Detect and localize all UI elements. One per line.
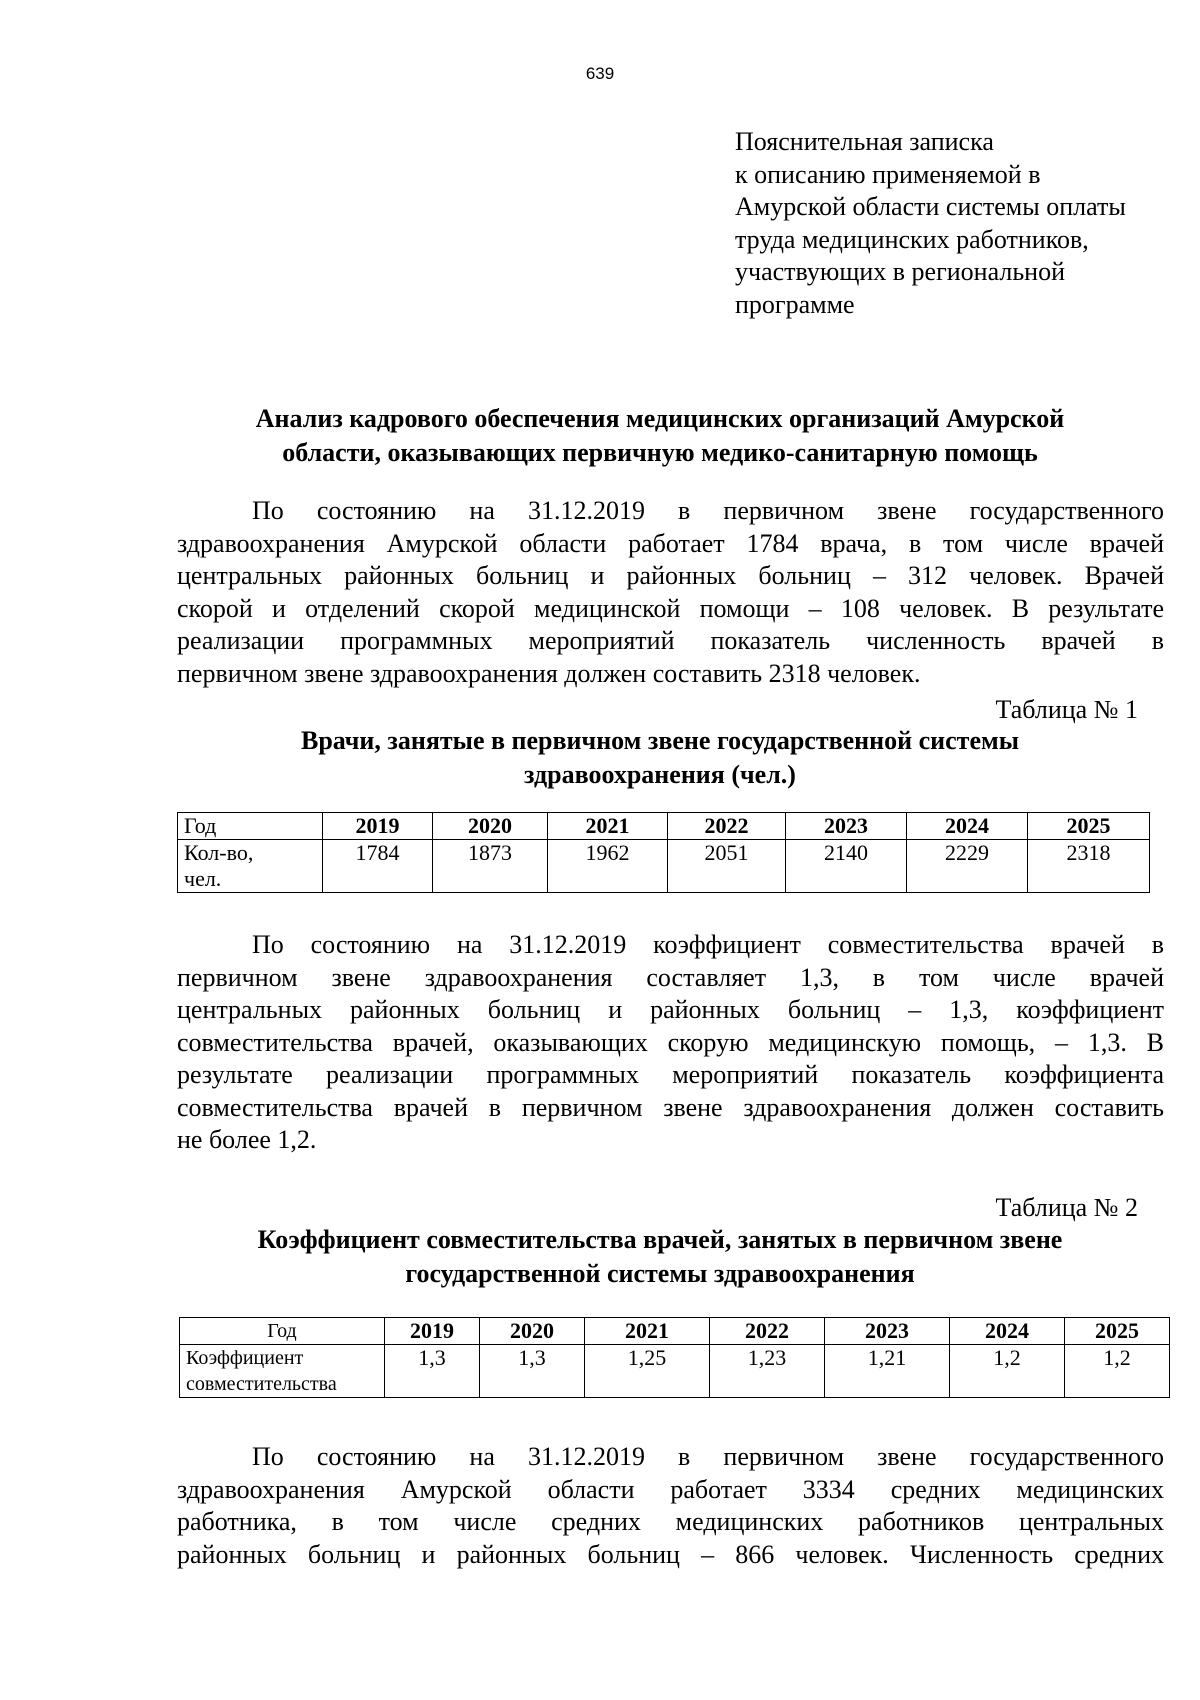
table-row <box>180 1345 1170 1398</box>
table-header-cell: 2019 <box>323 813 433 840</box>
table-header-cell: 2021 <box>548 813 668 840</box>
table-header-cell: 2023 <box>786 813 907 840</box>
table-title-line: здравоохранения (чел.) <box>524 760 796 789</box>
paragraph-line: работника, в том числе средних медицинских работников центральных <box>177 1507 1164 1536</box>
paragraph-line: здравоохранения Амурской области работает 3334 средних медицинских <box>177 1474 1164 1504</box>
note-line: программе <box>735 289 855 319</box>
table-header-cell: Год <box>178 813 323 840</box>
table-cell: 2051 <box>668 840 786 893</box>
paragraph-line: центральных районных больниц и районных больниц – 1,3, коэффициент <box>177 995 1164 1024</box>
paragraph-line: первичном звене здравоохранения должен составить 2318 человек. <box>177 658 921 688</box>
table-header-cell: 2021 <box>585 1318 710 1345</box>
paragraph-line: районных больниц и районных больниц – 866 человек. Численность средних <box>177 1539 1164 1569</box>
explanatory-note <box>735 126 1175 321</box>
table-2-label: Таблица № 2 <box>995 1193 1138 1222</box>
paragraph-line: скорой и отделений скорой медицинской помощи – 108 человек. В результате <box>177 593 1164 623</box>
table-cell: 1962 <box>548 840 668 893</box>
table-header-cell: 2025 <box>1065 1318 1170 1345</box>
table-title-line: Врачи, занятые в первичном звене государственной системы <box>300 726 1019 755</box>
paragraph-line: совместительства врачей, оказывающих скорую медицинскую помощь, – 1,3. В <box>177 1027 1164 1057</box>
table-header-row <box>178 813 1150 840</box>
table-header-cell: 2024 <box>950 1318 1065 1345</box>
paragraph-line: не более 1,2. <box>177 1125 317 1154</box>
table-header-cell: 2022 <box>710 1318 825 1345</box>
paragraph-line: По состоянию на 31.12.2019 в первичном звене государственного <box>252 496 1164 525</box>
table-header-row <box>180 1318 1170 1345</box>
paragraph-line: здравоохранения Амурской области работает 1784 врача, в том числе врачей <box>177 528 1164 558</box>
heading-line: области, оказывающих первичную медико-санитарную помощь <box>282 438 1038 467</box>
table-header-cell: 2020 <box>433 813 548 840</box>
paragraph-line: результате реализации программных мероприятий показатель коэффициента <box>177 1060 1164 1089</box>
table-1-title <box>160 724 1160 792</box>
row-label-line: чел. <box>184 866 222 891</box>
paragraph-line: центральных районных больниц и районных больниц – 312 человек. Врачей <box>177 561 1164 590</box>
table-row <box>178 840 1150 893</box>
table-cell: 1873 <box>433 840 548 893</box>
table-header-cell: 2025 <box>1028 813 1150 840</box>
note-line: участвующих в региональной <box>735 257 1066 286</box>
heading-line: Анализ кадрового обеспечения медицинских организаций Амурской <box>255 404 1065 433</box>
table-2-title <box>160 1223 1160 1291</box>
table-2 <box>179 1317 1170 1398</box>
table-cell: 1,3 <box>385 1345 480 1398</box>
paragraph-line: реализации программных мероприятий показатель численность врачей в <box>177 626 1164 655</box>
paragraph-line: По состоянию на 31.12.2019 в первичном звене государственного <box>252 1442 1164 1471</box>
note-line: труда медицинских работников, <box>735 224 1089 254</box>
section-heading <box>160 402 1160 470</box>
paragraph-line: По состоянию на 31.12.2019 коэффициент совместительства врачей в <box>252 930 1164 959</box>
table-cell: 2318 <box>1028 840 1150 893</box>
table-header-cell: Год <box>180 1318 385 1345</box>
paragraph-line: первичном звене здравоохранения составляет 1,3, в том числе врачей <box>177 962 1164 992</box>
row-label-line: совместительства <box>186 1373 337 1395</box>
row-label-line: Коэффициент <box>186 1347 304 1369</box>
table-header-cell: 2019 <box>385 1318 480 1345</box>
table-cell: 1,21 <box>825 1345 950 1398</box>
paragraph-1 <box>177 495 1164 690</box>
note-line: к описанию применяемой в <box>735 159 1041 189</box>
table-cell: 1,3 <box>480 1345 585 1398</box>
table-cell: 1,23 <box>710 1345 825 1398</box>
table-row-label <box>180 1345 385 1398</box>
table-header-cell: 2024 <box>907 813 1028 840</box>
note-line: Пояснительная записка <box>735 127 994 156</box>
table-cell: 1,25 <box>585 1345 710 1398</box>
paragraph-3 <box>177 1441 1164 1571</box>
paragraph-line: совместительства врачей в первичном звене здравоохранения должен составить <box>177 1092 1164 1122</box>
table-title-line: государственной системы здравоохранения <box>405 1259 915 1288</box>
table-header-cell: 2020 <box>480 1318 585 1345</box>
table-1 <box>177 812 1150 893</box>
table-title-line: Коэффициент совместительства врачей, занятых в первичном звене <box>257 1225 1063 1254</box>
table-cell: 1,2 <box>950 1345 1065 1398</box>
table-cell: 1784 <box>323 840 433 893</box>
table-header-cell: 2022 <box>668 813 786 840</box>
row-label-line: Кол-во, <box>184 840 254 865</box>
table-row-label <box>178 840 323 893</box>
note-line: Амурской области системы оплаты <box>735 192 1126 221</box>
table-1-label: Таблица № 1 <box>995 695 1138 724</box>
table-header-cell: 2023 <box>825 1318 950 1345</box>
paragraph-2 <box>177 929 1164 1157</box>
table-cell: 1,2 <box>1065 1345 1170 1398</box>
table-cell: 2140 <box>786 840 907 893</box>
table-cell: 2229 <box>907 840 1028 893</box>
page-number: 639 <box>585 64 615 83</box>
